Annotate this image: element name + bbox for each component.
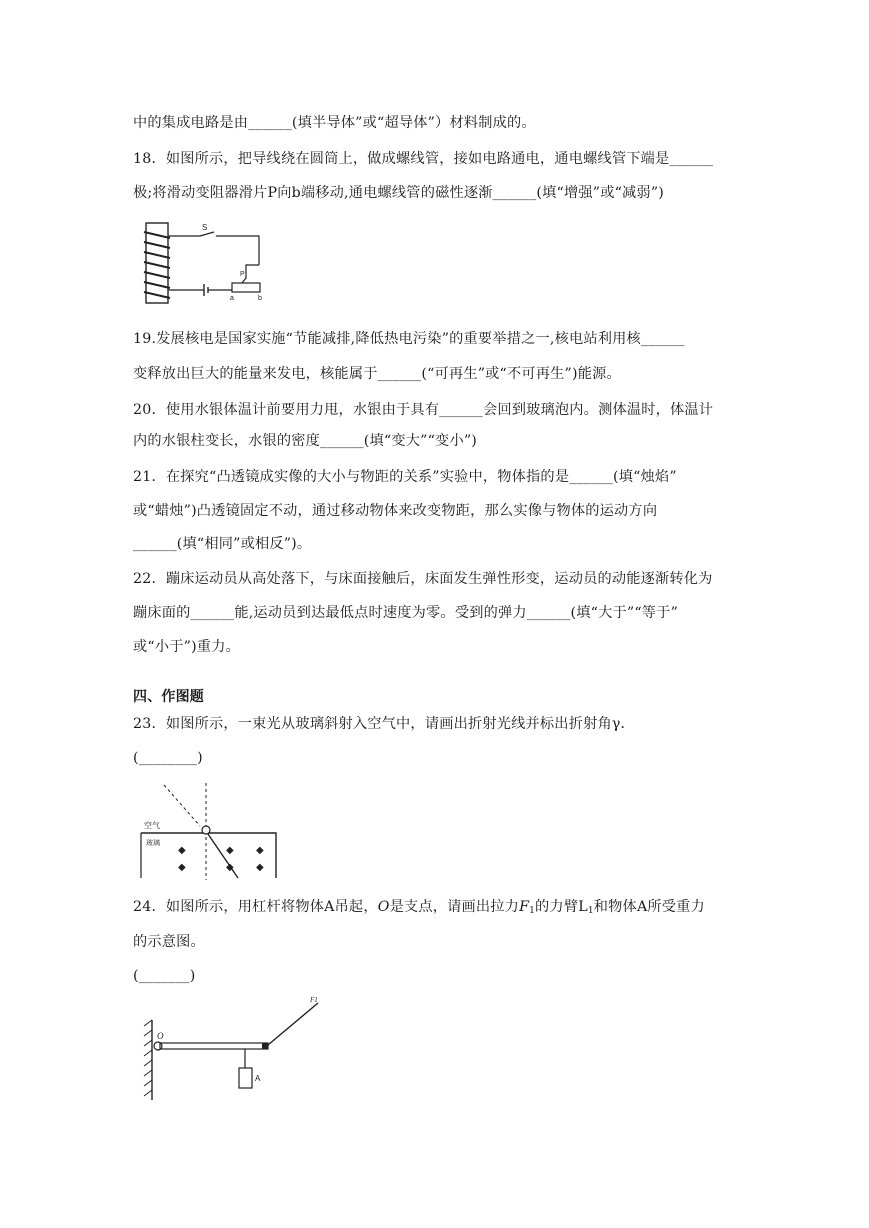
pivot-label: O	[157, 1031, 164, 1041]
text-line: 变释放出巨大的能量来发电，核能属于______(“可再生”或“不可再生”)能源。	[133, 366, 621, 382]
svg-text:◆: ◆	[256, 862, 264, 873]
glass-label: 玻璃	[146, 840, 160, 847]
question-20: 20．使用水银体温计前要用力甩，水银由于具有______会回到玻璃泡内。测体温时，体温计	[133, 402, 714, 418]
svg-text:◆: ◆	[178, 862, 186, 873]
answer-blank: (_______)	[133, 968, 196, 984]
question-19: 19.发展核电是国家实施“节能减排,降低热电污染”的重要举措之一,核电站利用核______	[133, 331, 685, 347]
air-label: 空气	[144, 821, 160, 830]
text-line: 或“蜡烛”)凸透镜固定不动，通过移动物体来改变物距，那么实像与物体的运动方向	[133, 503, 658, 519]
text-line: 中的集成电路是由______(填半导体”或“超导体”）材料制成的。	[133, 115, 536, 131]
object-label: A	[255, 1074, 261, 1083]
text-line: 或“小于”)重力。	[133, 639, 240, 655]
answer-blank: (________)	[133, 750, 203, 766]
switch-label: S	[202, 223, 208, 232]
solenoid-circuit-figure	[138, 220, 268, 310]
question-23: 23．如图所示，一束光从玻璃斜射入空气中，请画出折射光线并标出折射角γ．	[133, 716, 635, 732]
force-label: F1	[310, 996, 318, 1004]
svg-text:◆: ◆	[256, 845, 264, 856]
question-21: 21．在探究“凸透镜成实像的大小与物距的关系”实验中，物体指的是______(填“烛焰”	[133, 469, 677, 485]
slider-label: P	[240, 271, 245, 278]
lever-figure	[140, 990, 340, 1110]
refraction-figure	[138, 780, 283, 885]
svg-text:◆: ◆	[226, 862, 234, 873]
end-a-label: a	[230, 295, 234, 302]
question-24: 24．如图所示，用杠杆将物体A吊起，O是支点，请画出拉力$F_1$的力臂$L_1$和物体A所受重力	[133, 899, 705, 916]
text-line: 极;将滑动变阻器滑片P向b端移动,通电螺线管的磁性逐渐______(填“增强”或“减弱”)	[133, 185, 665, 201]
svg-text:◆: ◆	[226, 845, 234, 856]
section-heading: 四、作图题	[133, 689, 204, 705]
svg-text:◆: ◆	[178, 845, 186, 856]
question-18: 18．如图所示，把导线绕在圆筒上，做成螺线管，接如电路通电，通电螺线管下端是______	[133, 151, 714, 167]
question-22: 22．蹦床运动员从高处落下，与床面接触后，床面发生弹性形变，运动员的动能逐渐转化为	[133, 571, 713, 587]
text-line: 蹦床面的______能,运动员到达最低点时速度为零。受到的弹力______(填“大于”“等于”	[133, 605, 679, 621]
text-line: 的示意图。	[133, 934, 205, 950]
end-b-label: b	[258, 295, 262, 302]
text-line: ______(填“相同”或相反”)。	[133, 536, 312, 552]
text-line: 内的水银柱变长，水银的密度______(填“变大”“变小”)	[133, 433, 478, 449]
